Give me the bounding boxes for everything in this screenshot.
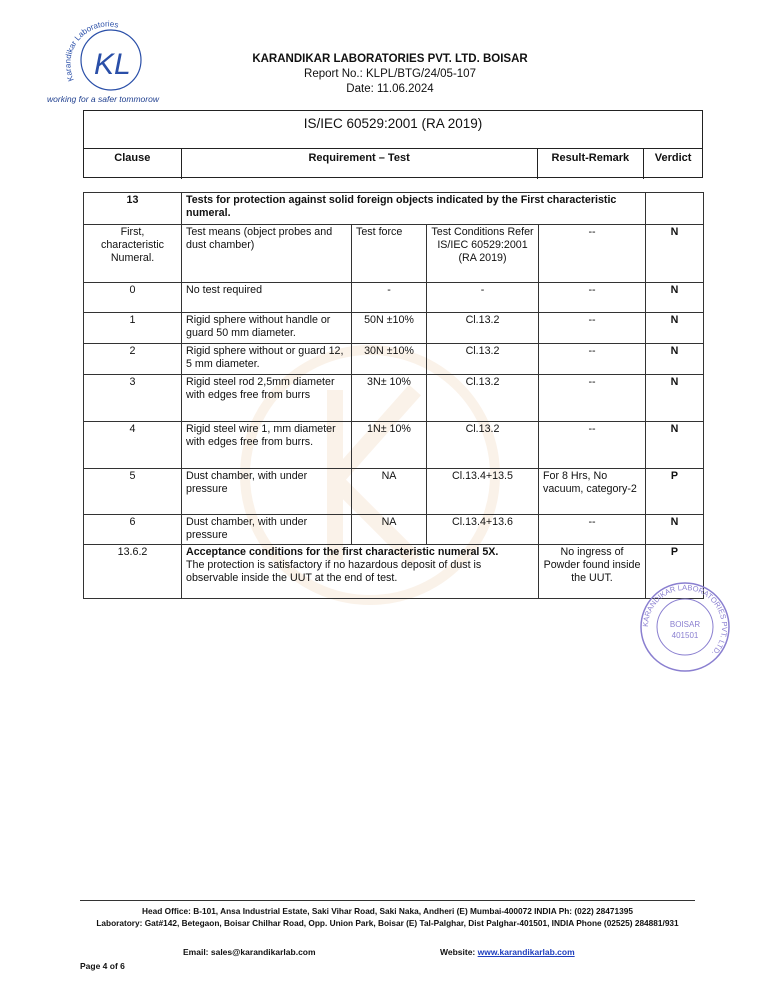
standard-header-box <box>83 110 703 178</box>
stamp-ring-text: KARANDIKAR LABORATORIES PVT. LTD. <box>640 582 730 658</box>
section-title: Tests for protection against solid foreign objects indicated by the First characteristic numeral. <box>182 193 646 225</box>
acceptance-cell <box>182 545 539 599</box>
row-clause: 0 <box>84 283 182 313</box>
column-headers <box>84 148 702 179</box>
acceptance-verdict: P <box>646 545 704 599</box>
table-row <box>84 313 704 344</box>
head-office: Head Office: B-101, Ansa Industrial Estate, Saki Vihar Road, Saki Naka, Andheri (E) Mumbai-400072 INDIA Ph: (022) 28471395 <box>142 906 633 916</box>
acceptance-text: The protection is satisfactory if no hazardous deposit of dust is observable inside the UUT at the end of test. <box>186 559 482 584</box>
table-row <box>84 344 704 375</box>
company-name: KARANDIKAR LABORATORIES PVT. LTD. BOISAR <box>252 53 528 65</box>
row-force: - <box>352 283 427 313</box>
table-row <box>84 283 704 313</box>
row-means: Rigid sphere without or guard 12, 5 mm diameter. <box>182 344 352 375</box>
report-number: Report No.: KLPL/BTG/24/05-107 <box>304 68 476 80</box>
col-clause: Clause <box>84 149 182 179</box>
row-result: -- <box>539 283 646 313</box>
row-result: -- <box>539 313 646 344</box>
row-conditions: Cl.13.2 <box>427 313 539 344</box>
row-force: NA <box>352 469 427 515</box>
row-verdict: N <box>646 313 704 344</box>
row-force: NA <box>352 515 427 545</box>
row-conditions: Cl.13.2 <box>427 344 539 375</box>
row-result: -- <box>539 515 646 545</box>
logo-arc-text: Karandikar Laboratories <box>63 19 120 83</box>
row-force: 1N± 10% <box>352 422 427 469</box>
footer-divider <box>80 900 695 901</box>
section-row <box>84 193 704 225</box>
row-verdict: N <box>646 283 704 313</box>
laboratory-address: Laboratory: Gat#142, Betegaon, Boisar Chilhar Road, Opp. Union Park, Boisar (E) Tal-Palghar, Dist Palghar-401501, INDIA Phone (02525) 284881/931 <box>96 918 679 928</box>
report-date: Date: 11.06.2024 <box>346 83 434 95</box>
row-clause: 5 <box>84 469 182 515</box>
row-means: No test required <box>182 283 352 313</box>
page-number: Page 4 of 6 <box>80 961 125 971</box>
row-result: -- <box>539 375 646 422</box>
acceptance-result: No ingress of Powder found inside the UUT. <box>539 545 646 599</box>
row-clause: 3 <box>84 375 182 422</box>
col-verdict: Verdict <box>654 152 692 164</box>
website-label: Website: <box>440 947 476 957</box>
stamp-pin: 401501 <box>671 631 699 640</box>
logo-tagline: working for a safer tommorow <box>47 94 159 104</box>
row-clause: 1 <box>84 313 182 344</box>
acceptance-clause: 13.6.2 <box>84 545 182 599</box>
website-link[interactable]: www.karandikarlab.com <box>477 947 575 957</box>
subheader-means: Test means (object probes and dust chamber) <box>182 225 352 283</box>
row-conditions: Cl.13.4+13.6 <box>427 515 539 545</box>
table-row <box>84 375 704 422</box>
table-row <box>84 422 704 469</box>
row-clause: 6 <box>84 515 182 545</box>
logo-initials: KL <box>94 48 131 81</box>
table-row <box>84 469 704 515</box>
row-means: Rigid steel wire 1, mm diameter with edges free from burrs. <box>182 422 352 469</box>
row-verdict: N <box>646 344 704 375</box>
row-result: -- <box>539 344 646 375</box>
row-force: 50N ±10% <box>352 313 427 344</box>
row-verdict: N <box>646 422 704 469</box>
row-conditions: Cl.13.2 <box>427 422 539 469</box>
subheader-row <box>84 225 704 283</box>
row-means: Dust chamber, with under pressure <box>182 515 352 545</box>
test-results-table <box>83 192 704 599</box>
col-result: Result-Remark <box>538 149 645 179</box>
row-means: Dust chamber, with under pressure <box>182 469 352 515</box>
subheader-clause: First, characteristic Numeral. <box>84 225 182 283</box>
row-verdict: N <box>646 375 704 422</box>
section-clause: 13 <box>84 193 182 225</box>
report-header <box>210 52 570 97</box>
row-verdict: N <box>646 515 704 545</box>
company-stamp <box>636 582 734 672</box>
standard-title: IS/IEC 60529:2001 (RA 2019) <box>303 116 483 131</box>
row-result: -- <box>539 422 646 469</box>
website <box>440 947 575 957</box>
acceptance-heading: Acceptance conditions for the first characteristic numeral 5X. <box>186 546 499 558</box>
footer-address <box>80 905 695 929</box>
row-result: For 8 Hrs, No vacuum, category-2 <box>539 469 646 515</box>
table-row <box>84 515 704 545</box>
acceptance-row <box>84 545 704 599</box>
email-text: Email: sales@karandikarlab.com <box>183 947 316 957</box>
row-clause: 4 <box>84 422 182 469</box>
row-force: 3N± 10% <box>352 375 427 422</box>
col-requirement: Requirement – Test <box>182 149 538 179</box>
stamp-city: BOISAR <box>669 620 701 629</box>
row-means: Rigid sphere without handle or guard 50 mm diameter. <box>182 313 352 344</box>
row-verdict: P <box>646 469 704 515</box>
row-force: 30N ±10% <box>352 344 427 375</box>
subheader-force: Test force <box>352 225 427 283</box>
row-means: Rigid steel rod 2,5mm diameter with edges free from burrs <box>182 375 352 422</box>
subheader-conditions: Test Conditions Refer IS/IEC 60529:2001 (RA 2019) <box>427 225 539 283</box>
row-conditions: - <box>427 283 539 313</box>
row-conditions: Cl.13.4+13.5 <box>427 469 539 515</box>
subheader-verdict: N <box>646 225 704 283</box>
subheader-result: -- <box>539 225 646 283</box>
row-clause: 2 <box>84 344 182 375</box>
row-conditions: Cl.13.2 <box>427 375 539 422</box>
